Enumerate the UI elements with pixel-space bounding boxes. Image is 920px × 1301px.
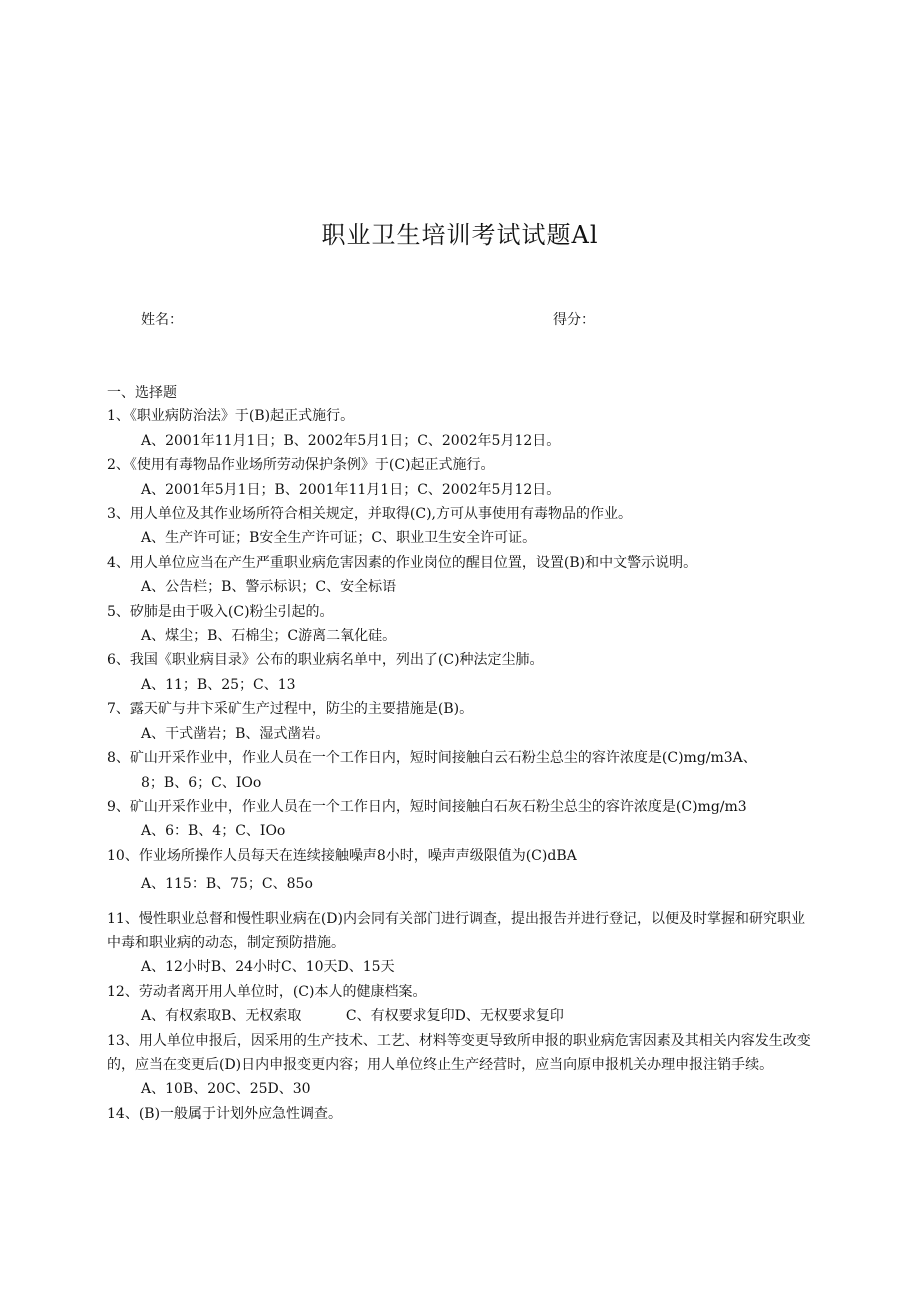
question-text: 3、用人单位及其作业场所符合相关规定，并取得(C),方可从事使用有毒物品的作业。 — [107, 506, 632, 523]
question-text: 4、用人单位应当在产生严重职业病危害因素的作业岗位的醒目位置，设置(B)和中文警示说明。 — [107, 554, 698, 571]
question-text: 10、作业场所操作人员每天在连续接触噪声8小时，噪声声级限值为(C)dBA — [107, 847, 577, 864]
question-options: A、有权索取B、无权索取 C、有权要求复印D、无权要求复印 — [141, 1008, 564, 1025]
question-text: 2、《使用有毒物品作业场所劳动保护条例》于(C)起正式施行。 — [107, 457, 495, 474]
question-options: A、2001年11月1日；B、2002年5月1日；C、2002年5月12日。 — [141, 432, 561, 449]
question-options: 8；B、6；C、IOo — [141, 774, 262, 791]
question-text: 1、《职业病防治法》于(B)起正式施行。 — [107, 408, 355, 425]
question-text: 7、露天矿与井卞采矿生产过程中，防尘的主要措施是(B)。 — [107, 701, 474, 718]
question-options: A、12小时B、24小时C、10天D、15天 — [141, 959, 395, 976]
question-options: A、干式凿岩；B、湿式凿岩。 — [141, 725, 330, 742]
name-label: 姓名： — [141, 312, 183, 328]
score-label: 得分： — [553, 312, 595, 328]
question-text: 8、矿山开采作业中，作业人员在一个工作日内，短时间接触白云石粉尘总尘的容许浓度是(C)mg∕m3A、 — [107, 750, 757, 767]
question-options: A、11；B、25；C、13 — [141, 676, 296, 693]
question-text: 9、矿山开采作业中，作业人员在一个工作日内，短时间接触白石灰石粉尘总尘的容许浓度是(C)mg∕m3 — [107, 798, 747, 815]
question-text: 11、慢性职业总督和慢性职业病在(D)内会同有关部门进行调查，提出报告并进行登记，以便及时掌握和研究职业中毒和职业病的动态，制定预防措施。 — [107, 910, 805, 951]
question-options: A、10B、20C、25D、30 — [141, 1081, 311, 1098]
question-text: 14、(B)一般属于计划外应急性调查。 — [107, 1105, 343, 1122]
question-options: A、2001年5月1日；B、2001年11月1日；C、2002年5月12日。 — [141, 481, 561, 498]
section-heading: 一、选择题 — [107, 384, 177, 400]
question-options: A、煤尘；B、石棉尘；C游离二氧化硅。 — [141, 628, 397, 645]
question-list — [107, 380, 813, 1126]
question-options: A、6：B、4；C、IOo — [141, 823, 286, 840]
page-title: 职业卫生培训考试试题Al — [321, 221, 599, 249]
question-options: A、公告栏；B、警示标识；C、安全标语 — [141, 579, 397, 596]
question-text: 13、用人单位申报后，因采用的生产技术、工艺、材料等变更导致所申报的职业病危害因素及其相关内容发生改变的，应当在变更后(D)日内申报变更内容；用人单位终止生产经营时，应当向原申报机关办理申报注销手续。 — [107, 1032, 811, 1073]
question-text: 5、矽肺是由于吸入(C)粉尘引起的。 — [107, 603, 334, 620]
question-options: A、生产许可证；B安全生产许可证；C、职业卫生安全许可证。 — [141, 530, 537, 547]
question-text: 6、我国《职业病目录》公布的职业病名单中，列出了(C)种法定尘肺。 — [107, 652, 544, 669]
question-options: A、115：B、75；C、85o — [141, 876, 313, 893]
question-text: 12、劳动者离开用人单位时，(C)本人的健康档案。 — [107, 983, 427, 1000]
